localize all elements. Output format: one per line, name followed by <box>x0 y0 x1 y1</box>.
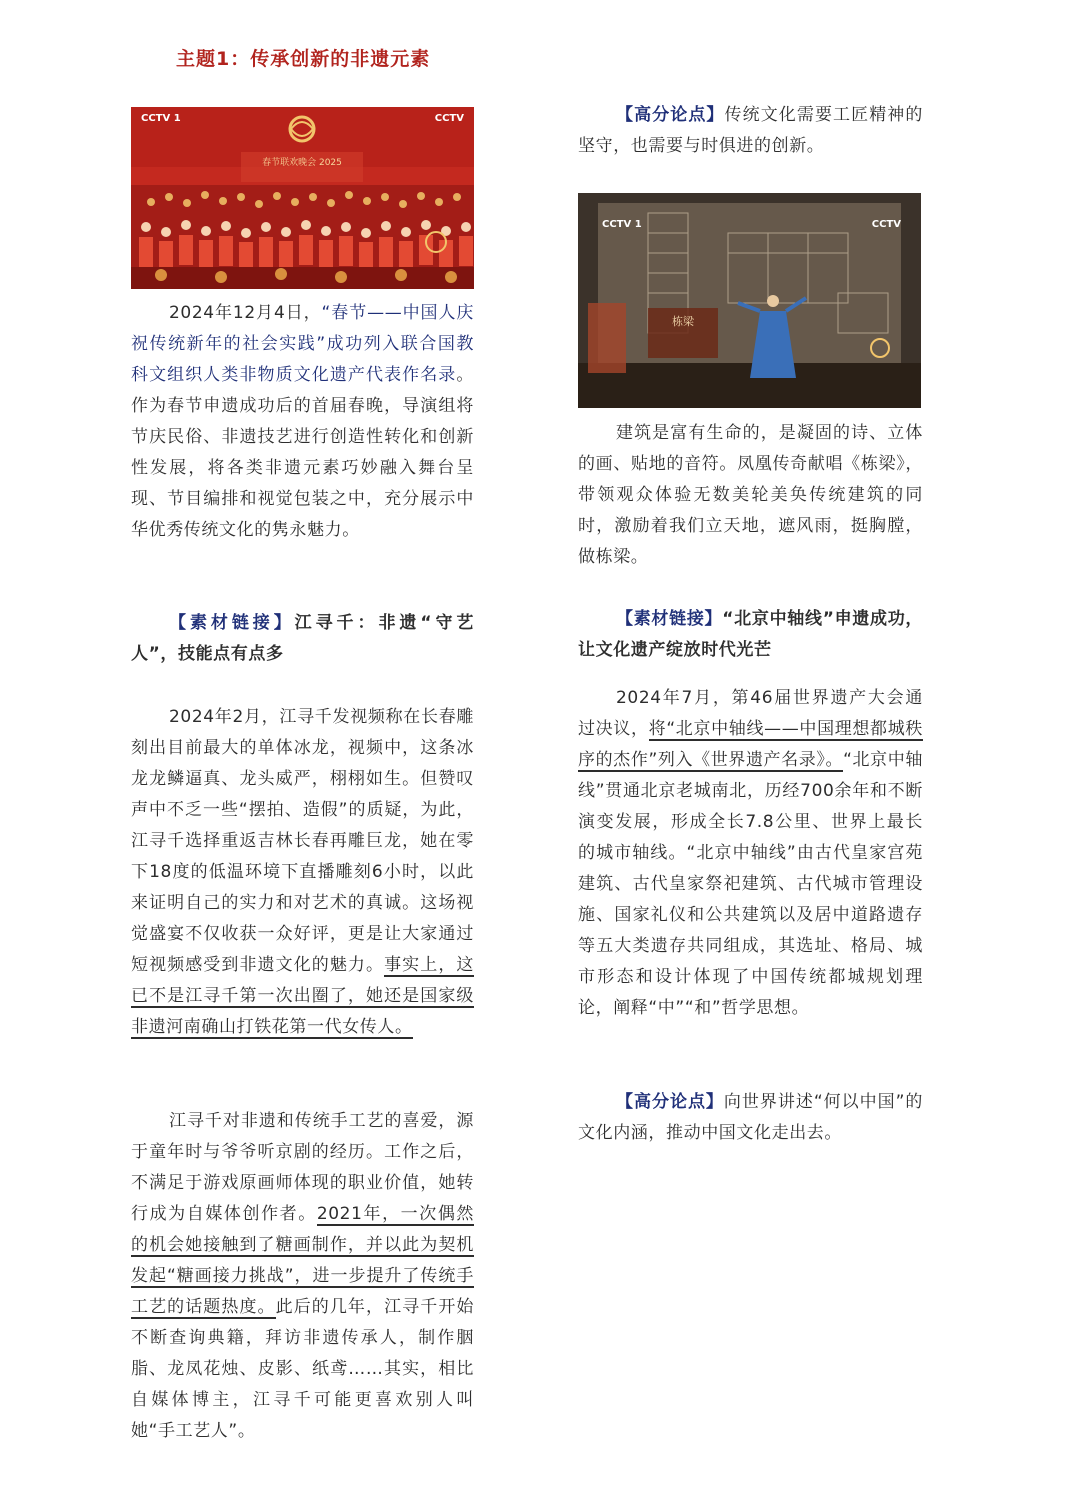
high-score-tag: 【高分论点】 <box>616 105 725 125</box>
high-score-tag: 【高分论点】 <box>616 1092 724 1112</box>
jiang-p1-text: 2024年2月，江寻千发视频称在长春雕刻出目前最大的单体冰龙，视频中，这条冰龙龙鳞逼真、龙头威严，栩栩如生。但赞叹声中不乏一些“摆拍、造假”的质疑，为此，江寻千选择重返吉林长春再雕巨龙，她在零下18度的低温环境下直播雕刻6小时，以此来证明自己的实力和对艺术的真诚。这场视觉盛宴不仅收获一众好评，更是让大家通过短视频感受到非遗文化的魅力。 <box>131 707 474 975</box>
cctv-logo-left: CCTV 1 <box>602 219 642 230</box>
gala-stage-illustration <box>131 107 474 289</box>
cctv-logo-right: CCTV <box>871 219 901 230</box>
intro-date: 2024年12月4日， <box>169 303 322 323</box>
gala-stage-photo <box>131 107 474 289</box>
high-score-text: 向世界讲述“何以中国”的文化内涵，推动中国文化走出去。 <box>578 1092 923 1143</box>
theme-title: 主题1：传承创新的非遗元素 <box>176 48 431 70</box>
architecture-paragraph: 建筑是富有生命的，是凝固的诗、立体的画、贴地的音符。凤凰传奇献唱《栋梁》，带领观众体验无数美轮美奂传统建筑的同时，激励着我们立天地，遮风雨，挺胸膛，做栋梁。 <box>578 423 923 567</box>
material-link-1 <box>131 608 474 670</box>
axis-text-b: “北京中轴线”贯通北京老城南北，历经700余年和不断演变发展，形成全长7.8公里、世界上最长的城市轴线。“北京中轴线”由古代皇家宫苑建筑、古代皇家祭祀建筑、古代城市管理设施、国家礼仪和公共建筑以及居中道路遗存等五大类遗存共同组成，其选址、格局、城市形态和设计体现了中国传统都城规划理论，阐释“中”“和”哲学思想。 <box>578 750 923 1018</box>
intro-rest: 。作为春节申遗成功后的首届春晚，导演组将节庆民俗、非遗技艺进行创造性转化和创新性发展，将各类非遗元素巧妙融入舞台呈现、节目编排和视觉包装之中，充分展示中华优秀传统文化的隽永魅力。 <box>131 365 474 540</box>
material-link-title: 江寻千：非遗“守艺人”，技能点有点多 <box>131 613 474 664</box>
jiang-paragraph-1 <box>131 702 474 1043</box>
axis-text-a: 2024年7月，第46届世界遗产大会通过决议， <box>578 688 923 739</box>
jiang-p2-underlined: 2021年，一次偶然的机会她接触到了糖画制作，并以此为契机发起“糖画接力挑战”，进一步提升了传统手工艺的话题热度。 <box>131 1204 475 1317</box>
material-link-2 <box>578 604 923 666</box>
jiang-p1-underlined: 事实上，这已不是江寻千第一次出圈了，她还是国家级非遗河南确山打铁花第一代女传人。 <box>131 955 475 1037</box>
high-score-point-1 <box>578 100 923 162</box>
lyric-caption: 栋梁 <box>672 315 694 328</box>
axis-paragraph <box>578 683 923 1024</box>
material-link-tag: 【素材链接】 <box>616 609 723 629</box>
high-score-point-2 <box>578 1087 923 1149</box>
cctv-logo-right: CCTV <box>434 113 464 124</box>
intro-highlight: “春节——中国人庆祝传统新年的社会实践”成功列入联合国教科文组织人类非物质文化遗产代表作名录 <box>131 303 474 385</box>
material-link-title: “北京中轴线”申遗成功，让文化遗产绽放时代光芒 <box>578 609 924 660</box>
axis-underlined: 将“北京中轴线——中国理想都城秩序的杰作”列入《世界遗产名录》。 <box>578 719 923 770</box>
material-link-tag: 【素材链接】 <box>169 613 295 633</box>
high-score-text: 传统文化需要工匠精神的坚守，也需要与时俱进的创新。 <box>578 105 923 156</box>
cctv-logo-left: CCTV 1 <box>141 113 181 124</box>
jiang-p2-text: 江寻千对非遗和传统手工艺的喜爱，源于童年时与爷爷听京剧的经历。工作之后，不满足于游戏原画师体现的职业价值，她转行成为自媒体创作者。 <box>131 1111 474 1224</box>
jiang-p2-rest: 此后的几年，江寻千开始不断查询典籍，拜访非遗传承人，制作胭脂、龙凤花烛、皮影、纸鸢……其实，相比自媒体博主，江寻千可能更喜欢别人叫她“手工艺人”。 <box>131 1297 474 1441</box>
jiang-paragraph-2 <box>131 1106 474 1447</box>
intro-paragraph <box>131 298 474 546</box>
gala-caption: 春节联欢晚会 2025 <box>262 158 342 168</box>
performance-photo <box>578 193 921 408</box>
